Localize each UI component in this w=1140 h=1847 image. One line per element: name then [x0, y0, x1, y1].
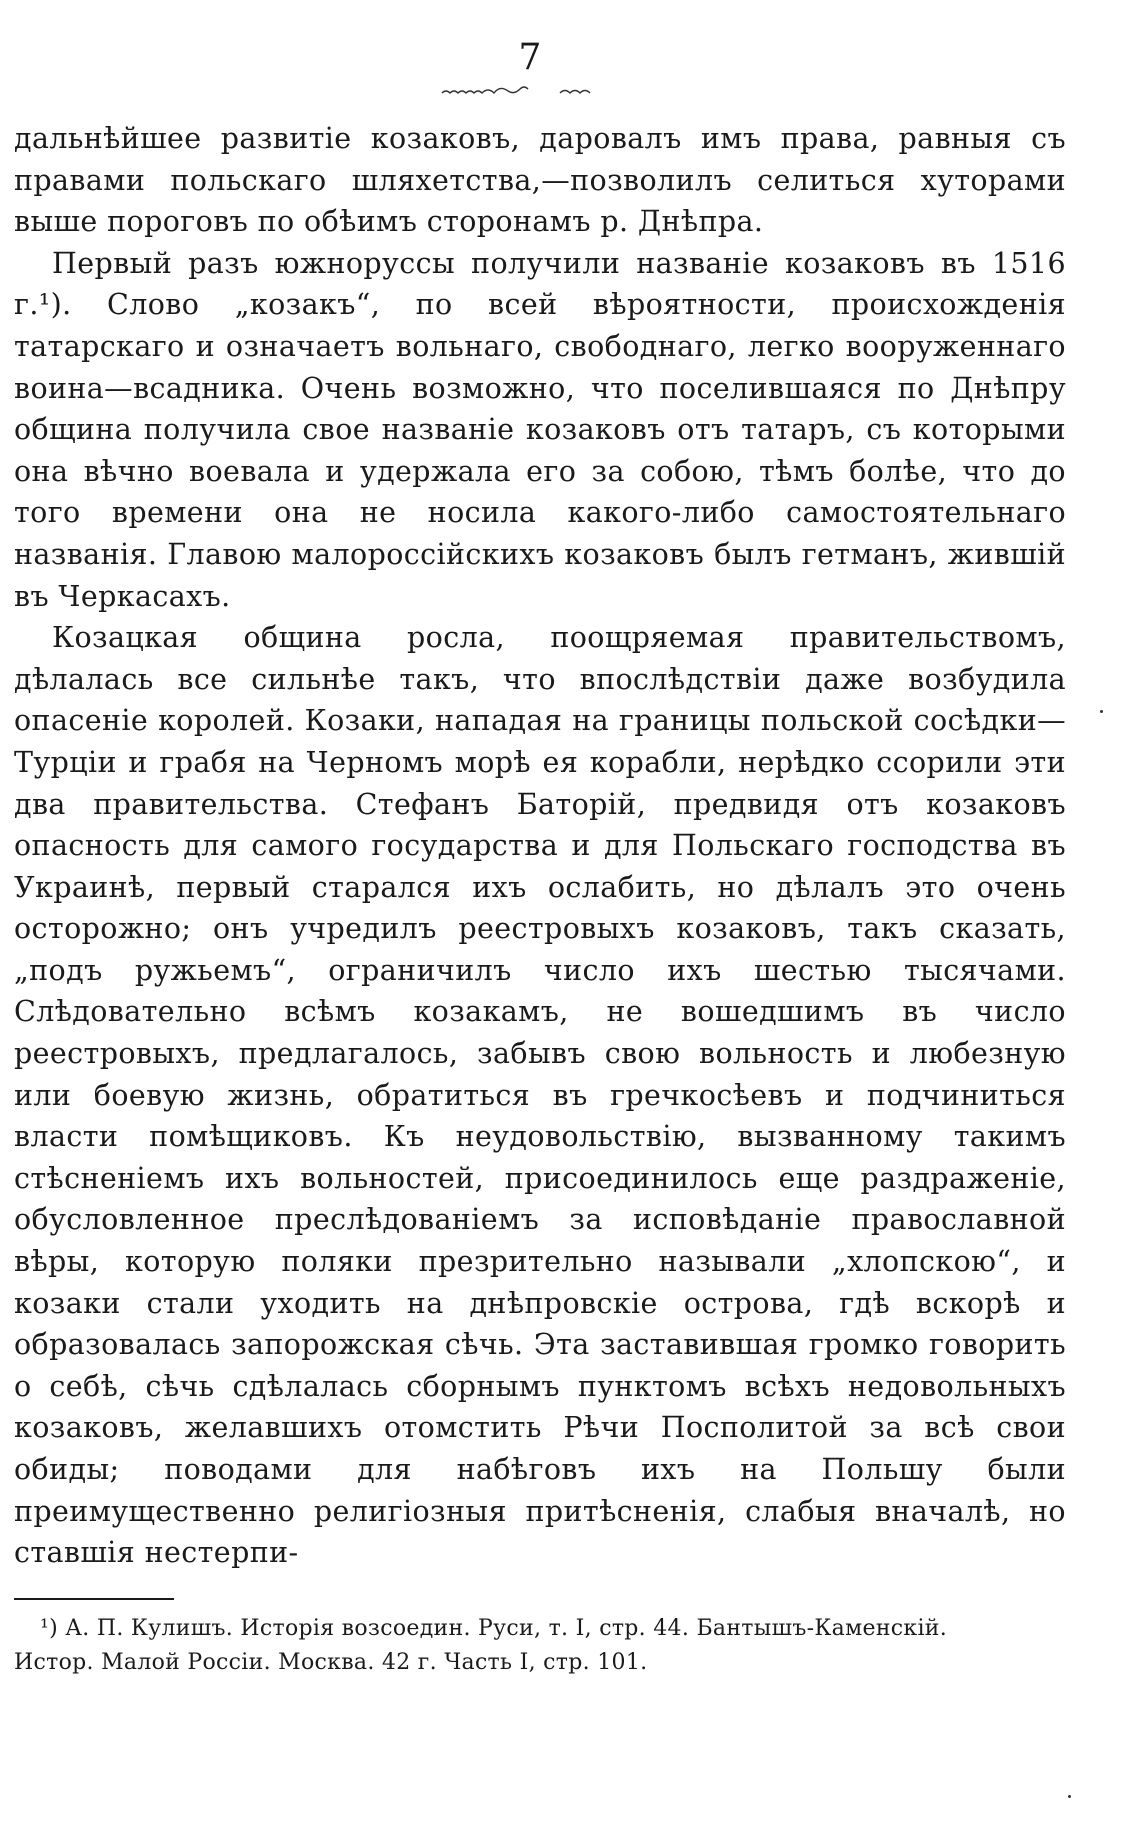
paragraph-cossack-community: Козацкая община росла, поощряемая правительствомъ, дѣлалась все сильнѣе такъ, что впослѣдствіи даже возбудила опасеніе королей. Козаки, нападая на границы польской сосѣдки—Турціи и грабя на Черномъ морѣ ея корабли, нерѣдко ссорили эти два правительства. Стефанъ Баторій, предвидя отъ козаковъ опасность для самого государства и для Польскаго господства въ Украинѣ, первый старался ихъ ослабить, но дѣлалъ это очень осторожно; онъ учредилъ реестровыхъ козаковъ, такъ сказать, „подъ ружьемъ“, ограничилъ число ихъ шестью тысячами. Слѣдовательно всѣмъ козакамъ, не вошедшимъ въ число реестровыхъ, предлагалось, забывъ свою вольность и любезную или боевую жизнь, обратиться въ гречкосѣевъ и подчиниться власти помѣщиковъ. Къ неудовольствію, вызванному такимъ стѣсненіемъ ихъ вольностей, присоединилось еще раздраженіе, обусловленное преслѣдованіемъ за исповѣданіе православной вѣры, которую поляки презрительно называли „хлопскою“, и козаки стали уходить на днѣпровскіе острова, гдѣ вскорѣ и образовалась запорожская сѣчь. Эта заставившая громко говорить о себѣ, сѣчь сдѣлалась сборнымъ пунктомъ всѣхъ недовольныхъ козаковъ, желавшихъ отомстить Рѣчи Посполитой за всѣ свои обиды; поводами для набѣговъ ихъ на Польшу были преимущественно религіозныя притѣсненія, слабыя вначалѣ, но ставшія нестерпи-: [14, 621, 1066, 1570]
paragraph-cossack-name: Первый разъ южноруссы получили названіе козаковъ въ 1516 г.¹). Слово „козакъ“, по всей вѣроятности, происхожденія татарскаго и означаетъ вольнаго, свободнаго, легко вооруженнаго воина—всадника. Очень возможно, что поселившаяся по Днѣпру община получила свое названіе козаковъ отъ татаръ, съ которыми она вѣчно воевала и удержала его за собою, тѣмъ болѣе, что до того времени она не носила какого-либо самостоятельнаго названія. Главою малороссійскихъ козаковъ былъ гетманъ, жившій въ Черкасахъ.: [14, 246, 1066, 613]
paragraph-continuation: дальнѣйшее развитіе козаковъ, даровалъ имъ права, равныя съ правами польскаго шляхетства,—позволилъ селиться хуторами выше пороговъ по обѣимъ сторонамъ р. Днѣпра.: [14, 122, 1066, 239]
page-number: 7: [518, 37, 542, 78]
speck-mark: [1100, 710, 1103, 713]
footnotes: [14, 1612, 1066, 1680]
footnote-1-continuation: Истор. Малой Россіи. Москва. 42 г. Часть I, стр. 101.: [14, 1650, 648, 1675]
footnote-divider: [14, 1598, 174, 1600]
footnote-1: ¹) А. П. Кулишъ. Исторія возсоедин. Руси, т. I, стр. 44. Бантышъ-Каменскій.: [40, 1616, 948, 1641]
speck-mark: [1068, 1795, 1071, 1798]
main-text: [14, 118, 1066, 1574]
ornament-divider: [440, 84, 620, 98]
